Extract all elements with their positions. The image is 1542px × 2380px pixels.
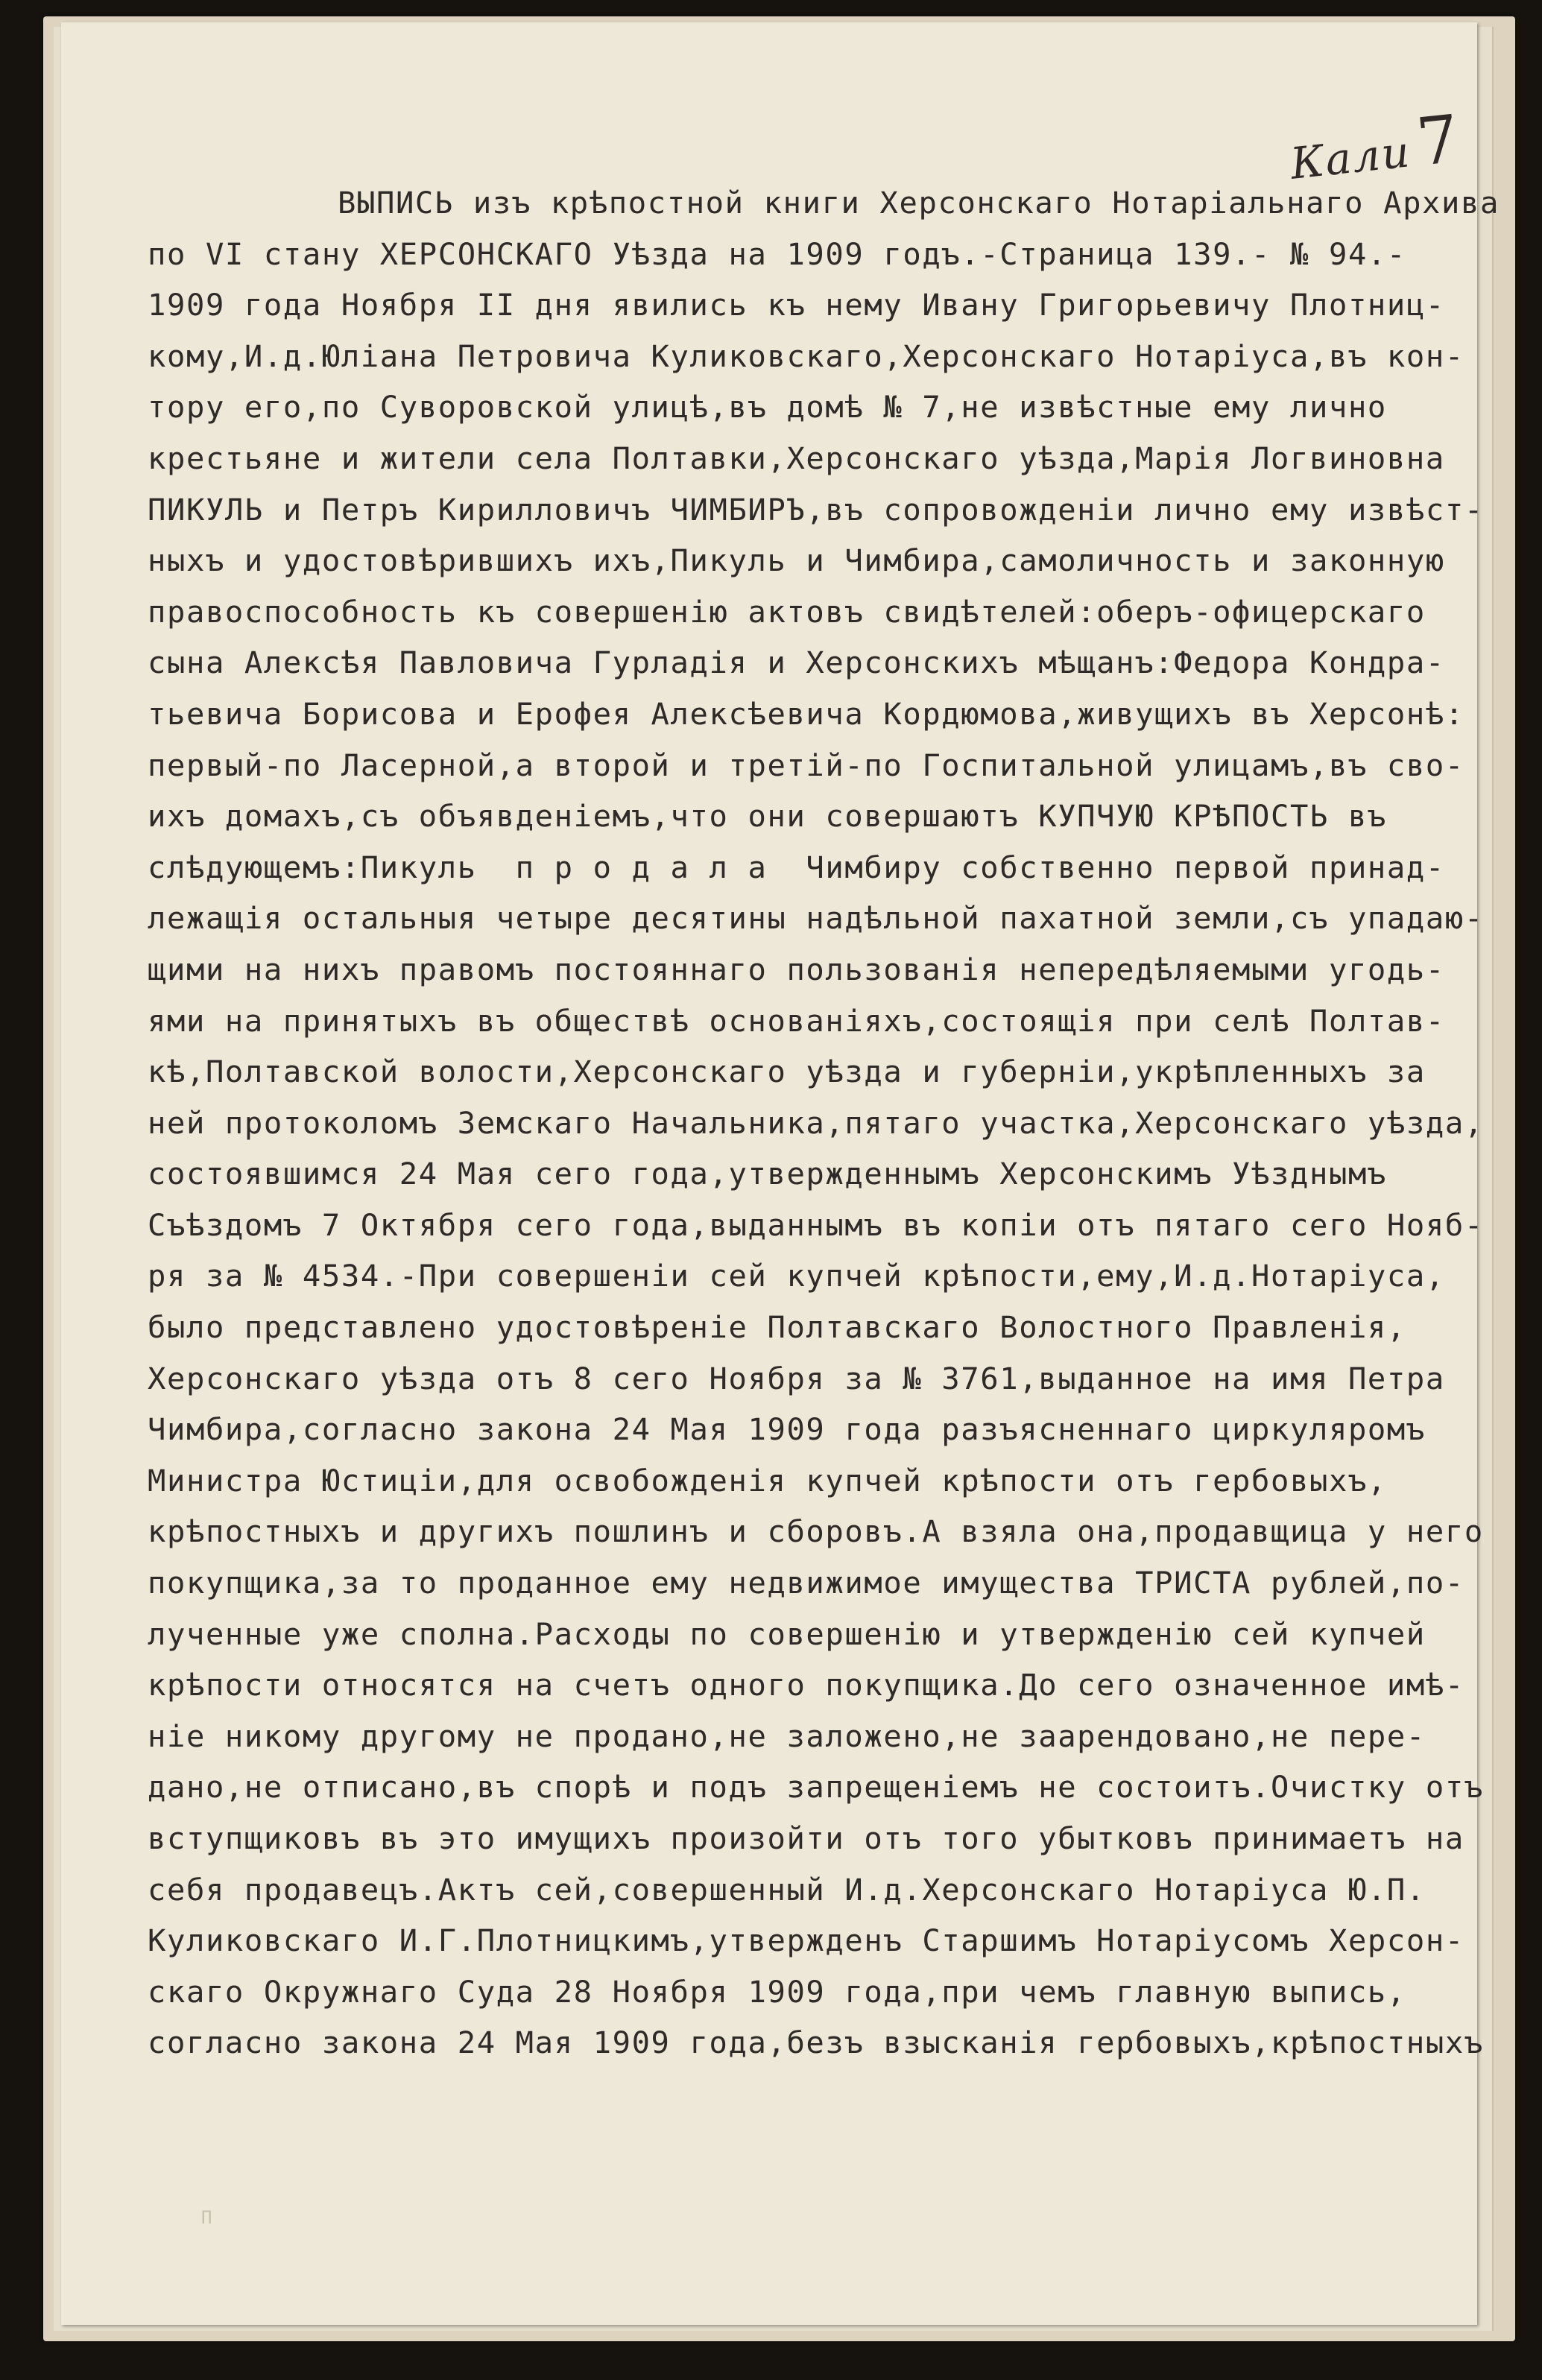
text-line: правоспособность къ совершенію актовъ свидѣтелей:оберъ-офицерскаго [148, 593, 1426, 630]
text-line: Куликовскаго И.Г.Плотницкимъ,утвержденъ Старшимъ Нотаріусомъ Херсон- [148, 1922, 1464, 1959]
text-line: себя продавецъ.Актъ сей,совершенный И.д.Херсонскаго Нотаріуса Ю.П. [148, 1871, 1426, 1908]
text-line: ихъ домахъ,съ объявденіемъ,что они совершаютъ КУПЧУЮ КРѢПОСТЬ въ [148, 798, 1387, 835]
text-line: покупщика,за то проданное ему недвижимое имущества ТРИСТА рублей,по- [148, 1565, 1464, 1601]
annotation-text: Кали [1288, 126, 1414, 189]
text-line: щими на нихъ правомъ постояннаго пользованія непередѣляемыми угодь- [148, 951, 1445, 987]
text-line: 1909 года Ноября II дня явились къ нему Ивану Григорьевичу Плотниц- [148, 287, 1445, 323]
text-line: ныхъ и удостовѣрившихъ ихъ,Пикуль и Чимбира,самоличность и законную [148, 542, 1445, 579]
text-line: скаго Окружнаго Суда 28 Ноября 1909 года,при чемъ главную выпись, [148, 1973, 1406, 2010]
text-line: крестьяне и жители села Полтавки,Херсонскаго уѣзда,Марія Логвиновна [148, 440, 1445, 476]
text-line: вступщиковъ въ это имущихъ произойти отъ того убытковъ принимаетъ на [148, 1820, 1464, 1856]
text-line: ВЫПИСЬ изъ крѣпостной книги Херсонскаго Нотаріальнаго Архива [338, 185, 1500, 221]
text-line: ніе никому другому не продано,не заложено,не заарендовано,не пере- [148, 1718, 1426, 1754]
text-line: лученные уже сполна.Расходы по совершенію и утвержденію сей купчей [148, 1615, 1426, 1652]
text-line: кѣ,Полтавской волости,Херсонскаго уѣзда и губерніи,укрѣпленныхъ за [148, 1054, 1426, 1090]
text-line: крѣпостныхъ и другихъ пошлинъ и сборовъ.А взяла она,продавщица у него [148, 1513, 1484, 1550]
text-line: Херсонскаго уѣзда отъ 8 сего Ноября за № 3761,выданное на имя Петра [148, 1360, 1445, 1396]
annotation-number: 7 [1413, 100, 1464, 181]
text-line: Съѣздомъ 7 Октября сего года,выданнымъ въ копіи отъ пятаго сего Нояб- [148, 1206, 1484, 1243]
text-line: ями на принятыхъ въ обществѣ основаніяхъ,состоящія при селѣ Полтав- [148, 1002, 1445, 1039]
text-line: крѣпости относятся на счетъ одного покупщика.До сего означенное имѣ- [148, 1667, 1464, 1703]
text-line: Чимбира,согласно закона 24 Мая 1909 года разъясненнаго циркуляромъ [148, 1411, 1426, 1448]
text-line: сына Алексѣя Павловича Гурладія и Херсонскихъ мѣщанъ:Федора Кондра- [148, 645, 1445, 681]
text-line: дано,не отписано,въ спорѣ и подъ запрещеніемъ не состоитъ.Очистку отъ [148, 1769, 1484, 1805]
text-line: кому,И.д.Юліана Петровича Куликовскаго,Херсонскаго Нотаріуса,въ кон- [148, 338, 1464, 374]
text-line: лежащія остальныя четыре десятины надѣльной пахатной земли,съ упадаю- [148, 900, 1484, 937]
text-line: первый-по Ласерной,а второй и третій-по Госпитальной улицамъ,въ сво- [148, 747, 1464, 783]
text-line: состоявшимся 24 Мая сего года,утвержденнымъ Херсонскимъ Уѣзднымъ [148, 1156, 1387, 1192]
text-line: согласно закона 24 Мая 1909 года,безъ взысканія гербовыхъ,крѣпостныхъ [148, 2025, 1484, 2061]
text-line: по VI стану ХЕРСОНСКАГО Уѣзда на 1909 годъ.-Страница 139.- № 94.- [148, 235, 1406, 272]
document-body [148, 177, 1500, 2069]
text-line: ней протоколомъ Земскаго Начальника,пятаго участка,Херсонскаго уѣзда, [148, 1104, 1484, 1141]
text-line: тьевича Борисова и Ерофея Алексѣевича Кордюмова,живущихъ въ Херсонѣ: [148, 695, 1464, 732]
text-line: слѣдующемъ:Пикуль п р о д а л а Чимбиру собственно первой принад- [148, 849, 1445, 885]
text-line: тору его,по Суворовской улицѣ,въ домѣ № 7,не извѣстные ему лично [148, 389, 1387, 425]
text-line: ПИКУЛЬ и Петръ Кирилловичъ ЧИМБИРЪ,въ сопровожденіи лично ему извѣст- [148, 491, 1484, 528]
text-line: было представлено удостовѣреніе Полтавскаго Волостного Правленія, [148, 1309, 1406, 1346]
margin-mark: П [201, 2207, 212, 2228]
text-line: ря за № 4534.-При совершеніи сей купчей крѣпости,ему,И.д.Нотаріуса, [148, 1258, 1445, 1294]
text-line: Министра Юстиціи,для освобожденія купчей крѣпости отъ гербовыхъ, [148, 1462, 1387, 1498]
